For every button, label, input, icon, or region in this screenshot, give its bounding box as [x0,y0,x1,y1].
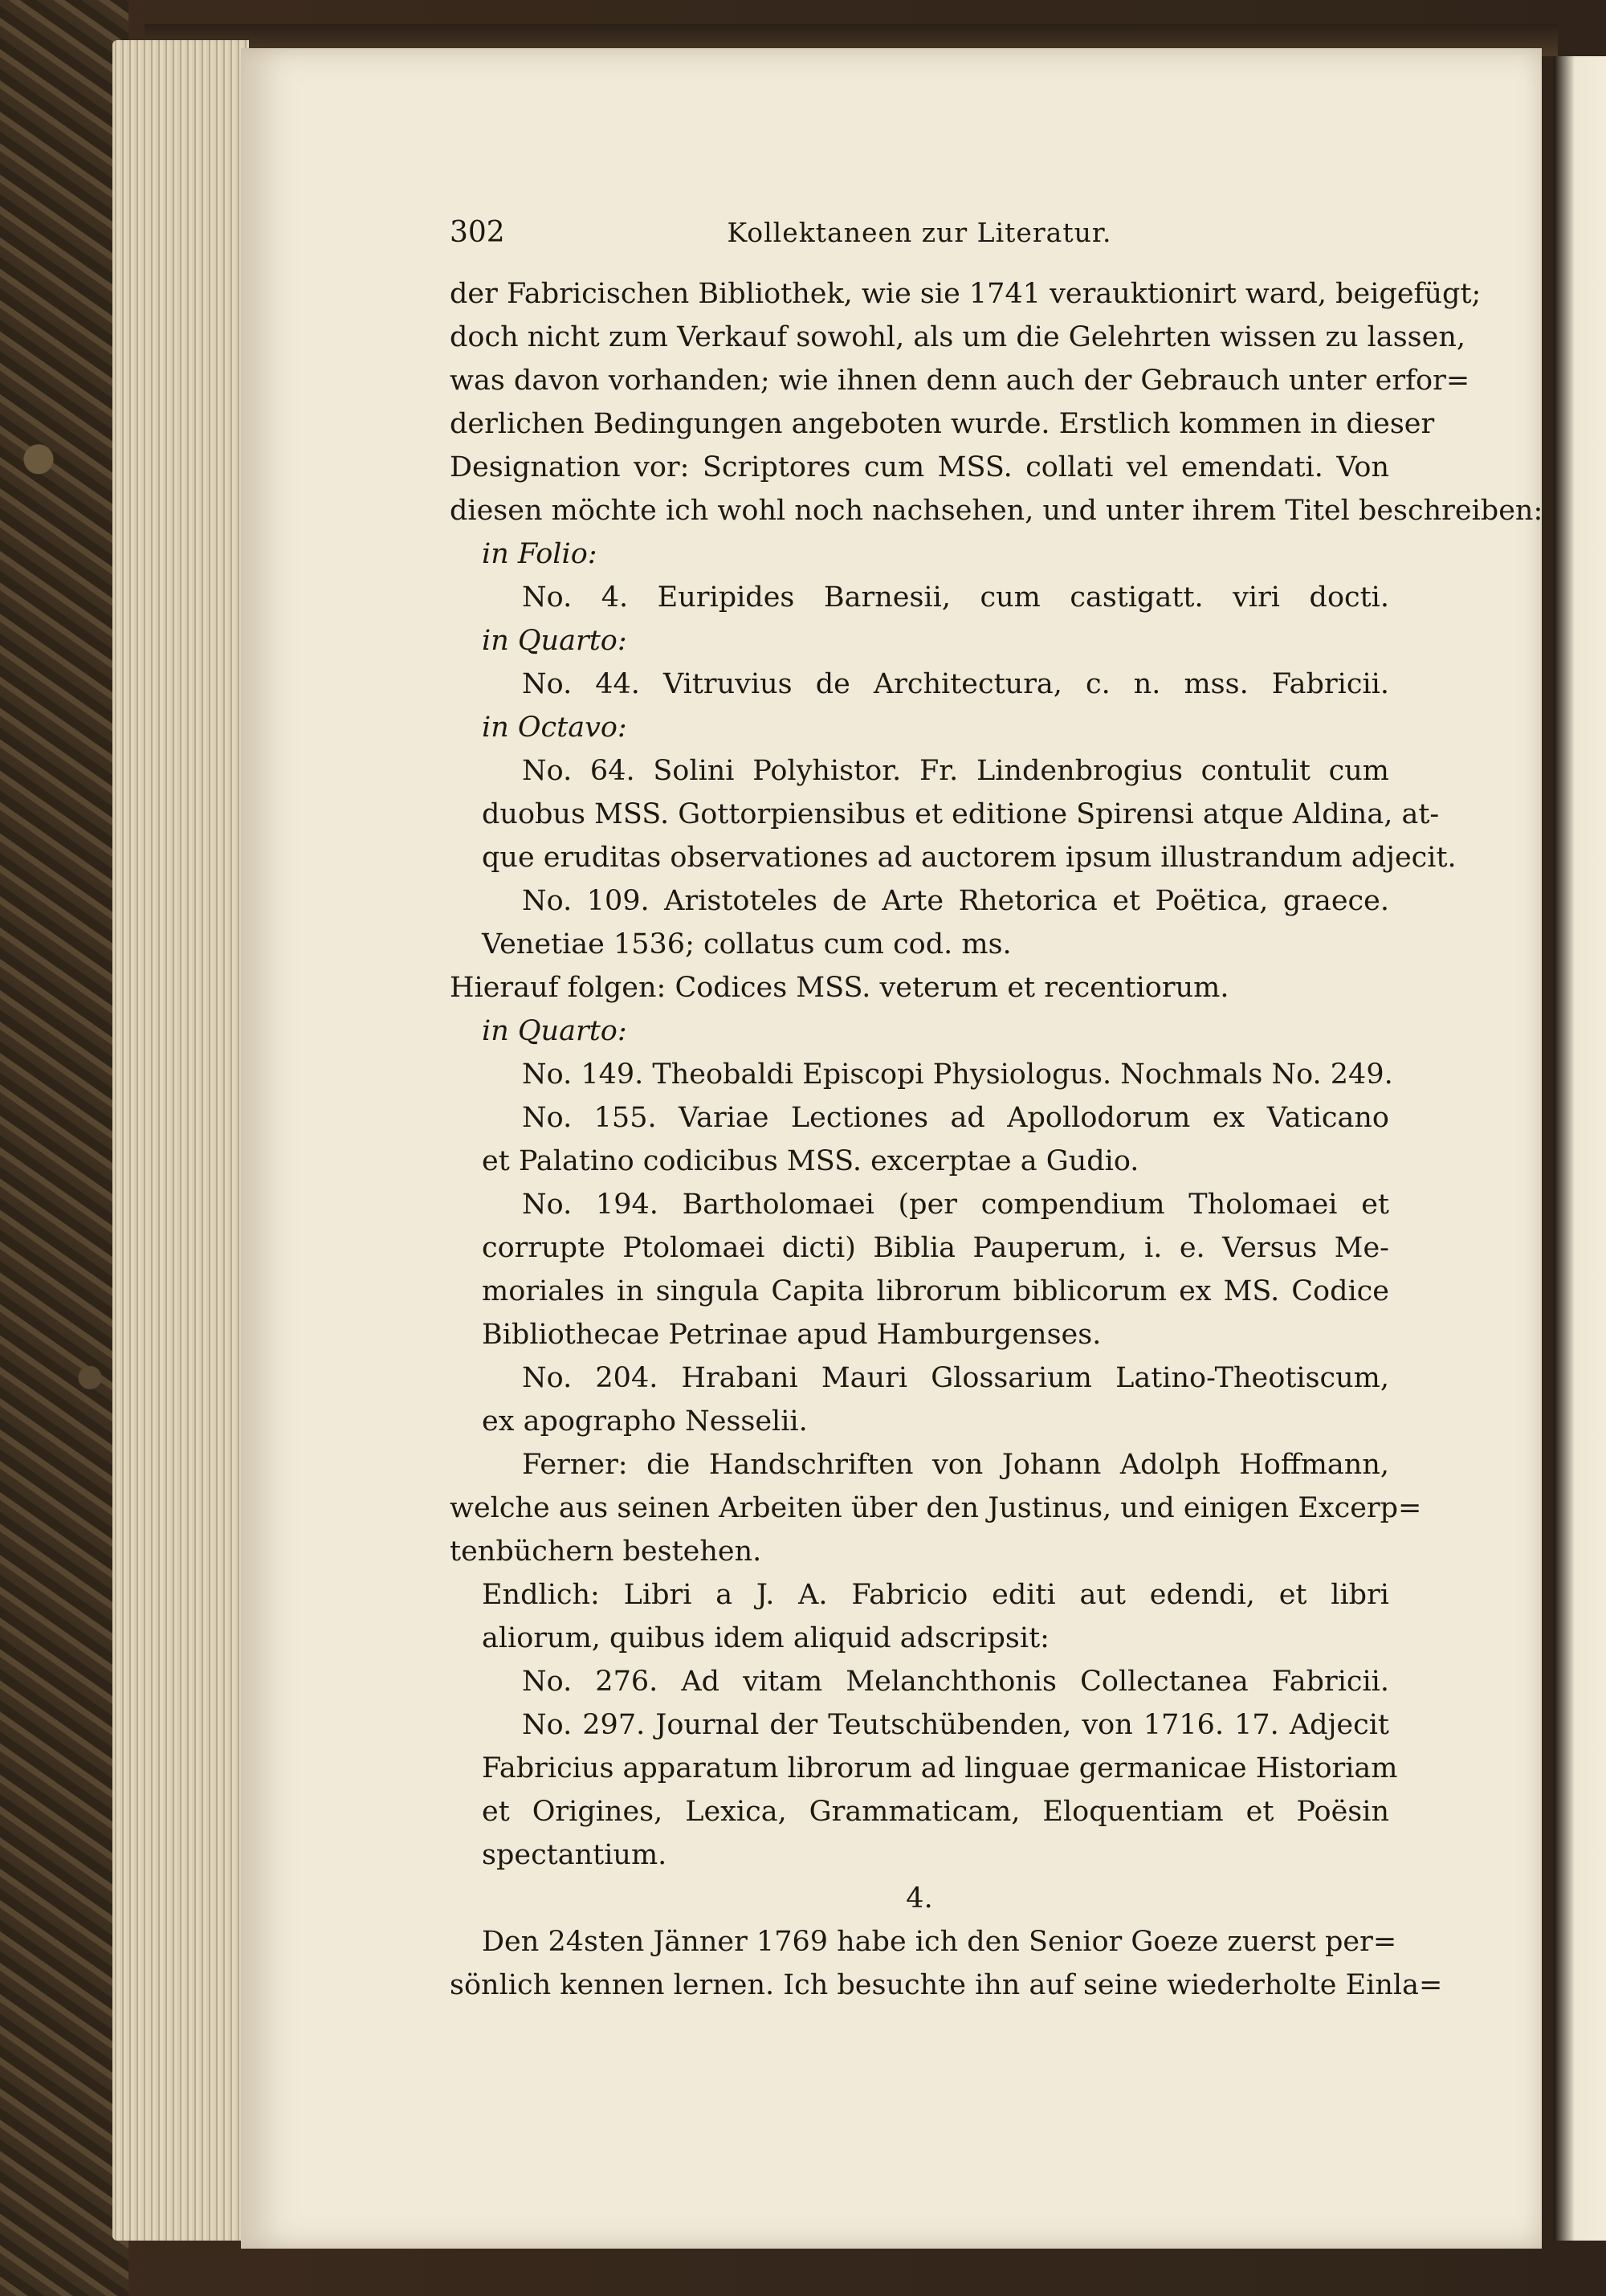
text-line: No. 194. Bartholomaei (per compendium Tholomaei et [522,1189,1389,1221]
text-line: moriales in singula Capita librorum biblicorum ex MS. Codice [482,1275,1389,1307]
text-line: No. 4. Euripides Barnesii, cum castigatt. viri docti. [522,581,1389,614]
text-line: No. 276. Ad vitam Melanchthonis Collectanea Fabricii. [522,1666,1389,1698]
facing-page-edge [1554,56,1606,2241]
text-line: et Palatino codicibus MSS. excerptae a Gudio. [482,1145,1139,1177]
marbled-cover-edge [0,0,128,2296]
section-label: in Quarto: [482,1015,627,1047]
text-line: was davon vorhanden; wie ihnen denn auch der Gebrauch unter erfor= [450,365,1470,397]
text-line: No. 64. Solini Polyhistor. Fr. Lindenbrogius contulit cum [522,755,1389,787]
text-line: sönlich kennen lernen. Ich besuchte ihn auf seine wiederholte Einla= [450,1969,1443,2001]
text-line: Fabricius apparatum librorum ad linguae germanicae Historiam [482,1752,1398,1784]
text-line: spectantium. [482,1839,667,1871]
text-line: tenbüchern bestehen. [450,1535,762,1568]
text-line: No. 297. Journal der Teutschübenden, von 1716. 17. Adjecit [522,1709,1389,1741]
text-line: Endlich: Libri a J. A. Fabricio editi aut edendi, et libri [482,1579,1389,1611]
text-line: No. 204. Hrabani Mauri Glossarium Latino-Theotiscum, [522,1362,1389,1394]
text-line: No. 149. Theobaldi Episcopi Physiologus. Nochmals No. 249. [522,1058,1393,1091]
text-line: derlichen Bedingungen angeboten wurde. Erstlich kommen in dieser [450,408,1435,440]
page-number: 302 [450,216,505,249]
running-title: Kollektaneen zur Literatur. [727,217,1112,248]
text-line: No. 155. Variae Lectiones ad Apollodorum ex Vaticano [522,1102,1389,1134]
text-line: Hierauf folgen: Codices MSS. veterum et recentiorum. [450,972,1229,1004]
text-line: aliorum, quibus idem aliquid adscripsit: [482,1622,1050,1654]
text-line: doch nicht zum Verkauf sowohl, als um die Gelehrten wissen zu lassen, [450,321,1466,353]
text-line: Den 24sten Jänner 1769 habe ich den Senior Goeze zuerst per= [482,1926,1397,1958]
text-line: diesen möchte ich wohl noch nachsehen, und unter ihrem Titel beschreiben: [450,495,1543,527]
section-label: in Octavo: [482,712,627,744]
text-line: ex apographo Nesselii. [482,1405,808,1438]
text-line: Venetiae 1536; collatus cum cod. ms. [482,928,1012,960]
text-line: No. 44. Vitruvius de Architectura, c. n. mss. Fabricii. [522,668,1389,700]
text-line: corrupte Ptolomaei dicti) Biblia Pauperum, i. e. Versus Me- [482,1232,1389,1264]
section-number: 4. [906,1882,933,1915]
text-line: duobus MSS. Gottorpiensibus et editione Spirensi atque Aldina, at- [482,798,1440,830]
text-line: et Origines, Lexica, Grammaticam, Eloquentiam et Poësin [482,1796,1389,1828]
text-line: que eruditas observationes ad auctorem ipsum illustrandum adjecit. [482,842,1457,874]
text-line: der Fabricischen Bibliothek, wie sie 1741 verauktionirt ward, beigefügt; [450,278,1482,310]
text-line: welche aus seinen Arbeiten über den Justinus, und einigen Excerp= [450,1492,1422,1524]
text-line: Designation vor: Scriptores cum MSS. collati vel emendati. Von [450,451,1389,483]
running-header [450,209,1389,257]
section-label: in Quarto: [482,625,627,657]
page-stack-edges [112,40,249,2241]
text-line: Bibliothecae Petrinae apud Hamburgenses. [482,1319,1102,1351]
text-line: Ferner: die Handschriften von Johann Adolph Hoffmann, [522,1449,1389,1481]
section-label: in Folio: [482,538,597,570]
text-line: No. 109. Aristoteles de Arte Rhetorica et Poëtica, graece. [522,885,1389,917]
